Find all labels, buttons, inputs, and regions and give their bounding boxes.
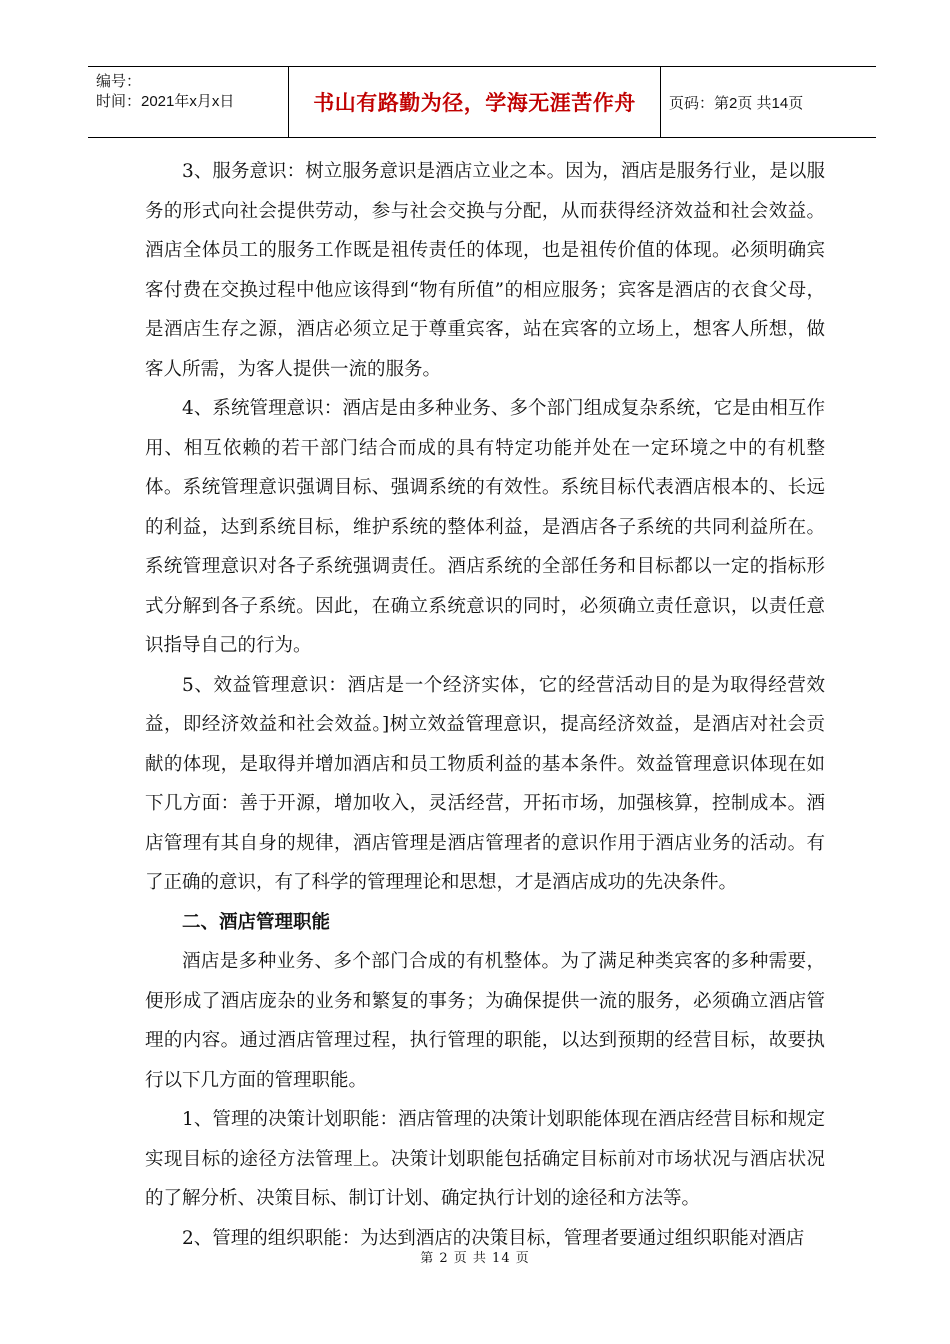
header-motto: 书山有路勤为径，学海无涯苦作舟: [288, 67, 661, 137]
page-header: [88, 66, 876, 138]
page-footer: 第 2 页 共 14 页: [420, 1251, 530, 1266]
header-meta: [88, 67, 288, 137]
paragraph-system-management: 4、系统管理意识：酒店是由多种业务、多个部门组成复杂系统，它是由相互作用、相互依赖的若干部门结合而成的具有特定功能并处在一定环境之中的有机整体。系统管理意识强调目标、强调系统的有效性。系统目标代表酒店根本的、长远的利益，达到系统目标，维护系统的整体利益，是酒店各子系统的共同利益所在。系统管理意识对各子系统强调责任。酒店系统的全部任务和目标都以一定的指标形式分解到各子系统。因此，在确立系统意识的同时，必须确立责任意识，以责任意识指导自己的行为。: [145, 398, 825, 656]
section-heading: 二、酒店管理职能: [182, 911, 331, 933]
time-label: 时间：2021年x月x日: [96, 93, 235, 110]
paragraph-benefit-management: 5、效益管理意识：酒店是一个经济实体，它的经营活动目的是为取得经营效益，即经济效益和社会效益。]树立效益管理意识，提高经济效益，是酒店对社会贡献的体现，是取得并增加酒店和员工物质利益的基本条件。效益管理意识体现在如下几方面：善于开源，增加收入，灵活经营，开拓市场，加强核算，控制成本。酒店管理有其自身的规律，酒店管理是酒店管理者的意识作用于酒店业务的活动。有了正确的意识，有了科学的管理理论和思想，才是酒店成功的先决条件。: [145, 674, 825, 893]
header-page-info: 页码：第2页 共14页: [669, 94, 804, 112]
document-body: [145, 152, 825, 1258]
serial-label: 编号：: [96, 73, 142, 90]
paragraph-organization: 2、管理的组织职能：为达到酒店的决策目标，管理者要通过组织职能对酒店: [182, 1227, 805, 1249]
paragraph-decision-planning: 1、管理的决策计划职能：酒店管理的决策计划职能体现在酒店经营目标和规定实现目标的途径方法管理上。决策计划职能包括确定目标前对市场状况与酒店状况的了解分析、决策目标、制订计划、确定执行计划的途径和方法等。: [145, 1109, 825, 1209]
paragraph-management-functions: 酒店是多种业务、多个部门合成的有机整体。为了满足种类宾客的多种需要，便形成了酒店庞杂的业务和繁复的事务；为确保提供一流的服务，必须确立酒店管理的内容。通过酒店管理过程，执行管理的职能，以达到预期的经营目标，故要执行以下几方面的管理职能。: [145, 951, 825, 1091]
paragraph-service-awareness: 3、服务意识：树立服务意识是酒店立业之本。因为，酒店是服务行业，是以服务的形式向社会提供劳动，参与社会交换与分配，从而获得经济效益和社会效益。酒店全体员工的服务工作既是祖传责任的体现，也是祖传价值的体现。必须明确宾客付费在交换过程中他应该得到“物有所值”的相应服务；宾客是酒店的衣食父母，是酒店生存之源，酒店必须立足于尊重宾客，站在宾客的立场上，想客人所想，做客人所需，为客人提供一流的服务。: [145, 161, 825, 380]
